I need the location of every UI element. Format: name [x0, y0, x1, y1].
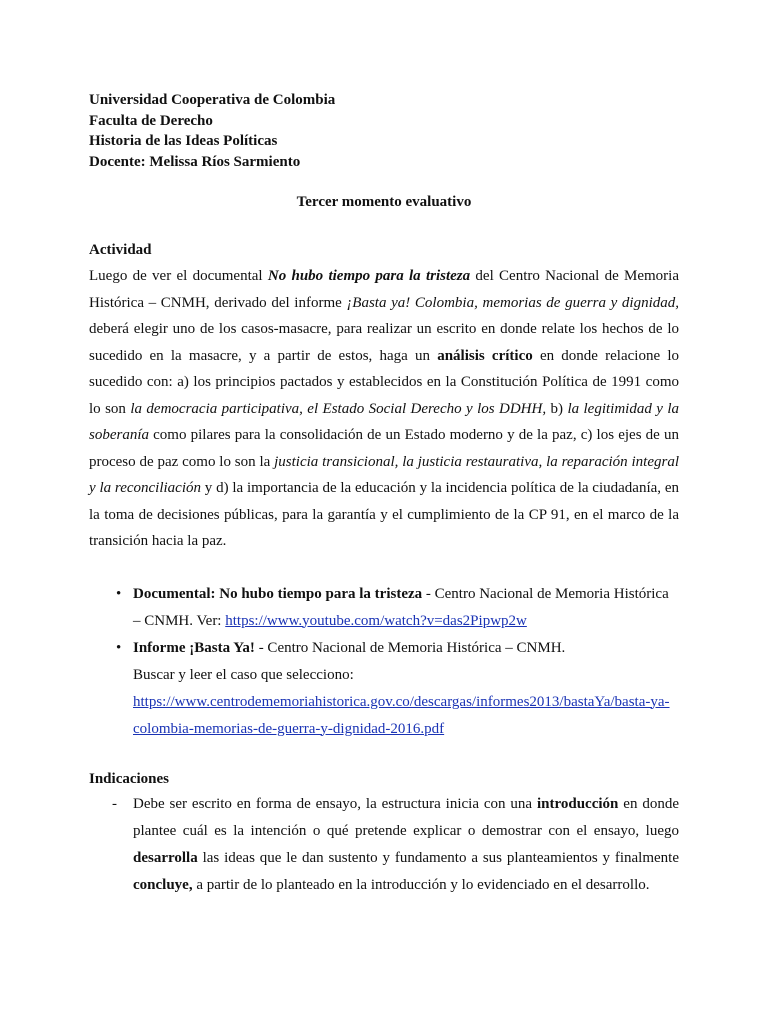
- documentary-title: No hubo tiempo para la tristeza: [267, 268, 471, 284]
- indications-heading: Indicaciones: [89, 770, 170, 787]
- resource-description: - Centro Nacional de Memoria Histórica – CNMH.: [254, 639, 566, 656]
- university-name: Universidad Cooperativa de Colombia: [89, 92, 336, 108]
- legitimacy-text: la legitimidad y la soberanía: [89, 400, 679, 443]
- introduction-text: introducción: [536, 795, 619, 812]
- indication-text-4: a partir de lo planteado en la introducción y lo evidenciado en el desarrollo.: [192, 876, 650, 893]
- course-name: Historia de las Ideas Políticas: [89, 133, 278, 149]
- activity-text-2: del Centro Nacional de Memoria Histórica – CNMH, derivado del informe: [89, 268, 679, 311]
- report-pdf-link[interactable]: https://www.centrodememoriahistorica.gov.co/descargas/informes2013/bastaYa/basta-ya-colombia-memorias-de-guerra-y-dignidad-2016.pdf: [133, 693, 670, 737]
- critical-analysis-text: análisis crítico: [437, 347, 533, 364]
- indication-text-2: en donde plantee cuál es la intención o qué pretende explicar o demostrar con el ensayo, luego: [133, 795, 679, 839]
- list-item: [89, 635, 679, 743]
- bullet-icon: •: [116, 639, 122, 656]
- document-page: [89, 90, 679, 899]
- list-item: [89, 581, 679, 635]
- indication-text-3: las ideas que le dan sustento y fundamento a sus planteamientos y finalmente: [197, 849, 679, 866]
- activity-text-5: b): [546, 400, 568, 417]
- resources-list: [89, 581, 679, 743]
- activity-text-7: y d) la importancia de la educación y la incidencia política de la ciudadanía, en la toma de decisiones públicas, para la garantía y el cumplimiento de la CP 91, en el marco de la transición hacia la paz.: [89, 480, 679, 549]
- indications-list: [89, 791, 679, 899]
- list-item: [89, 791, 679, 899]
- indication-text-1: Debe ser escrito en forma de ensayo, la estructura inicia con una: [133, 795, 537, 812]
- activity-text-6: como pilares para la consolidación de un Estado moderno y de la paz, c) los ejes de un proceso de paz como lo son la: [89, 427, 679, 470]
- document-header: [89, 90, 679, 172]
- bullet-icon: •: [116, 585, 122, 602]
- activity-text-1: Luego de ver el documental: [89, 268, 268, 284]
- resource-description: - Centro Nacional de Memoria Histórica – CNMH. Ver:: [133, 585, 669, 629]
- teacher-name: Docente: Melissa Ríos Sarmiento: [89, 153, 301, 170]
- activity-text-4: en donde relacione lo sucedido con: a) los principios pactados y establecidos en la Constitución Política de 1991 como lo son: [89, 347, 679, 417]
- activity-paragraph: [89, 263, 679, 555]
- youtube-link[interactable]: https://www.youtube.com/watch?v=das2Pipwp2w: [225, 612, 527, 629]
- development-text: desarrolla: [133, 849, 198, 866]
- document-title: Tercer momento evaluativo: [296, 194, 472, 210]
- dash-icon: -: [112, 795, 117, 812]
- report-title: ¡Basta ya! Colombia, memorias de guerra y dignidad,: [346, 294, 679, 311]
- activity-heading: Actividad: [89, 242, 152, 258]
- justice-text: justicia transicional, la justicia restaurativa, la reparación integral y la reconciliación: [89, 453, 680, 496]
- conclusion-text: concluye,: [133, 876, 193, 893]
- principles-text: la democracia participativa, el Estado Social Derecho y los DDHH,: [130, 400, 547, 417]
- activity-text-3: deberá elegir uno de los casos-masacre, para realizar un escrito en donde relate los hechos de lo sucedido en la masacre, y a partir de estos, haga un: [89, 321, 679, 364]
- resource-instruction: Buscar y leer el caso que selecciono:: [133, 666, 354, 683]
- faculty-name: Faculta de Derecho: [89, 112, 213, 129]
- resource-title: Documental: No hubo tiempo para la tristeza: [133, 585, 423, 602]
- resource-title: Informe ¡Basta Ya!: [133, 639, 255, 656]
